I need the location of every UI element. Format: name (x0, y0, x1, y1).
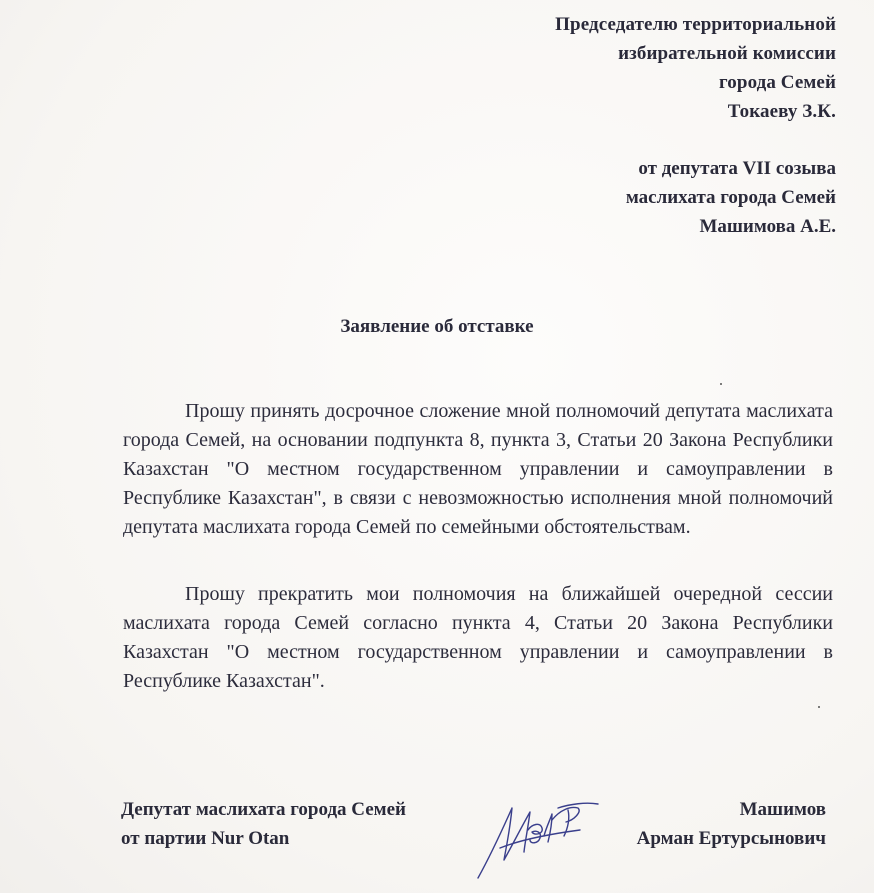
signer-position-line: Депутат маслихата города Семей (121, 799, 407, 820)
paper-speck (818, 706, 820, 708)
addressee-line: избирательной комиссии (618, 43, 836, 64)
body-paragraph: Прошу прекратить мои полномочия на ближайшей очередной сессии маслихата города Семей согласно пункта 4, Статьи 20 Закона Республики Казахстан "О местном государственном управлении и самоуправлении в Республике Казахстан". (123, 583, 833, 692)
sender-line: маслихата города Семей (625, 187, 836, 208)
addressee-line: Председателю территориальной (555, 14, 836, 35)
signer-surname: Машимов (739, 799, 826, 820)
paper-speck (720, 383, 722, 385)
sender-line: от депутата VII созыва (638, 158, 836, 179)
addressee-line: города Семей (719, 72, 836, 93)
signer-position (121, 795, 406, 853)
handwritten-signature (470, 790, 610, 885)
sender-line: Машимова А.Е. (699, 216, 836, 237)
signer-position-line: от партии Nur Otan (121, 828, 290, 849)
signer-given-names: Арман Ертурсынович (636, 828, 826, 849)
addressee-line: Токаеву З.К. (727, 101, 836, 122)
sender-block (376, 154, 836, 241)
signer-name (637, 795, 826, 853)
addressee-block (376, 10, 836, 126)
body-paragraph: Прошу принять досрочное сложение мной полномочий депутата маслихата города Семей, на основании подпункта 8, пункта 3, Статьи 20 Закона Республики Казахстан "О местном государственном управлении и самоуправлении в Республике Казахстан", в связи с невозможностью исполнения мной полномочий депутата маслихата города Семей по семейными обстоятельствам. (123, 400, 833, 538)
document-title: Заявление об отставке (340, 316, 534, 337)
